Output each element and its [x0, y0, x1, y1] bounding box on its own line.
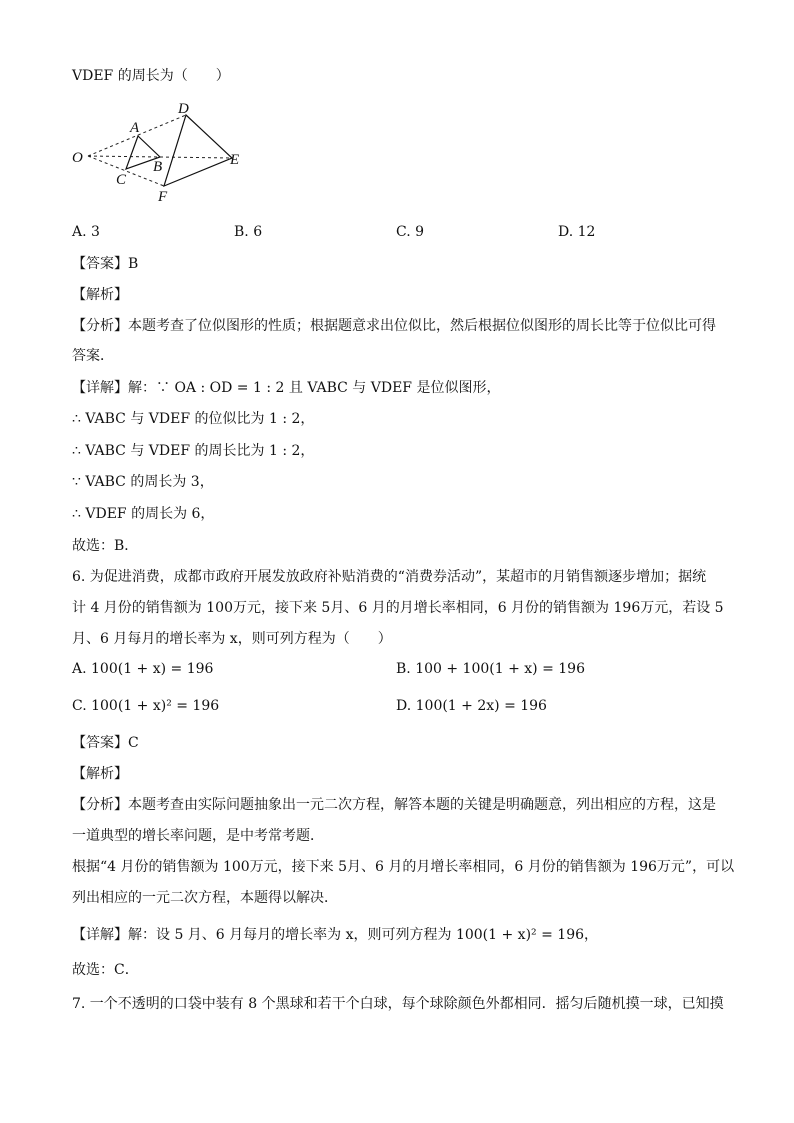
- q5-choose: 故选：B．: [72, 538, 139, 554]
- q5-option-c: C. 9: [396, 224, 425, 240]
- q5-detail-line-1: 【详解】解：∵ OA : OD = 1 : 2 且 VABC 与 VDEF 是位似图形，: [72, 380, 501, 396]
- q5-detail-line-5: ∴ VDEF 的周长为 6，: [72, 506, 215, 522]
- dashed-rays: [88, 115, 232, 186]
- question-6-stem-1: 6. 为促进消费，成都市政府开展发放政府补贴消费的“消费券活动”，某超市的月销售额逐步增加；据统: [72, 569, 707, 585]
- q5-option-a: A. 3: [72, 224, 100, 240]
- label-b: B: [153, 159, 163, 175]
- q6-detail-line-1: 【详解】解：设 5 月、6 月每月的增长率为 x，则可列方程为 100(1 + x)² = 196，: [72, 927, 599, 943]
- label-c: C: [116, 172, 127, 188]
- label-o: O: [72, 150, 83, 166]
- q6-option-a: A. 100(1 + x) = 196: [72, 661, 214, 677]
- q5-analysis-line-2: 答案．: [72, 348, 114, 364]
- triangle-def: [164, 115, 232, 186]
- q6-analysis-line-1: 【分析】本题考查由实际问题抽象出一元二次方程，解答本题的关键是明确题意，列出相应的方程，这是: [72, 797, 716, 813]
- q5-option-d: D. 12: [558, 224, 596, 240]
- q6-option-b: B. 100 + 100(1 + x) = 196: [396, 661, 585, 677]
- label-d: D: [178, 101, 189, 117]
- q6-analysis-tag: 【解析】: [72, 766, 128, 782]
- label-e: E: [230, 152, 240, 168]
- q5-option-b: B. 6: [234, 224, 263, 240]
- q5-analysis-line-1: 【分析】本题考查了位似图形的性质；根据题意求出位似比，然后根据位似图形的周长比等于位似比可得: [72, 318, 716, 334]
- q6-analysis-line-4: 列出相应的一元二次方程，本题得以解决．: [72, 890, 338, 906]
- q6-analysis-line-3: 根据“4 月份的销售额为 100万元，接下来 5月、6 月的月增长率相同，6 月份的销售额为 196万元”，可以: [72, 859, 735, 875]
- q5-detail-line-2: ∴ VABC 与 VDEF 的位似比为 1 : 2，: [72, 411, 315, 427]
- question-5-stem: VDEF 的周长为（ ）: [72, 68, 230, 84]
- q6-option-d: D. 100(1 + 2x) = 196: [396, 698, 547, 714]
- q5-detail-line-3: ∴ VABC 与 VDEF 的周长比为 1 : 2，: [72, 443, 315, 459]
- label-a: A: [130, 120, 140, 136]
- q6-answer: 【答案】C: [72, 735, 139, 751]
- q5-detail-line-4: ∵ VABC 的周长为 3，: [72, 474, 214, 490]
- q6-analysis-line-2: 一道典型的增长率问题，是中考常考题．: [72, 828, 324, 844]
- homothety-figure: [70, 100, 270, 205]
- question-6-stem-3: 月、6 月每月的增长率为 x，则可列方程为（ ）: [72, 631, 392, 647]
- question-6-stem-2: 计 4 月份的销售额为 100万元，接下来 5月、6 月的月增长率相同，6 月份的销售额为 196万元，若设 5: [72, 600, 724, 616]
- q5-answer: 【答案】B: [72, 256, 139, 272]
- label-f: F: [158, 189, 168, 205]
- q5-analysis-tag: 【解析】: [72, 287, 128, 303]
- question-7-stem-1: 7. 一个不透明的口袋中装有 8 个黑球和若干个白球，每个球除颜色外都相同．摇匀后随机摸一球，已知摸: [72, 996, 724, 1012]
- q6-option-c: C. 100(1 + x)² = 196: [72, 698, 220, 714]
- q6-choose: 故选：C．: [72, 962, 139, 978]
